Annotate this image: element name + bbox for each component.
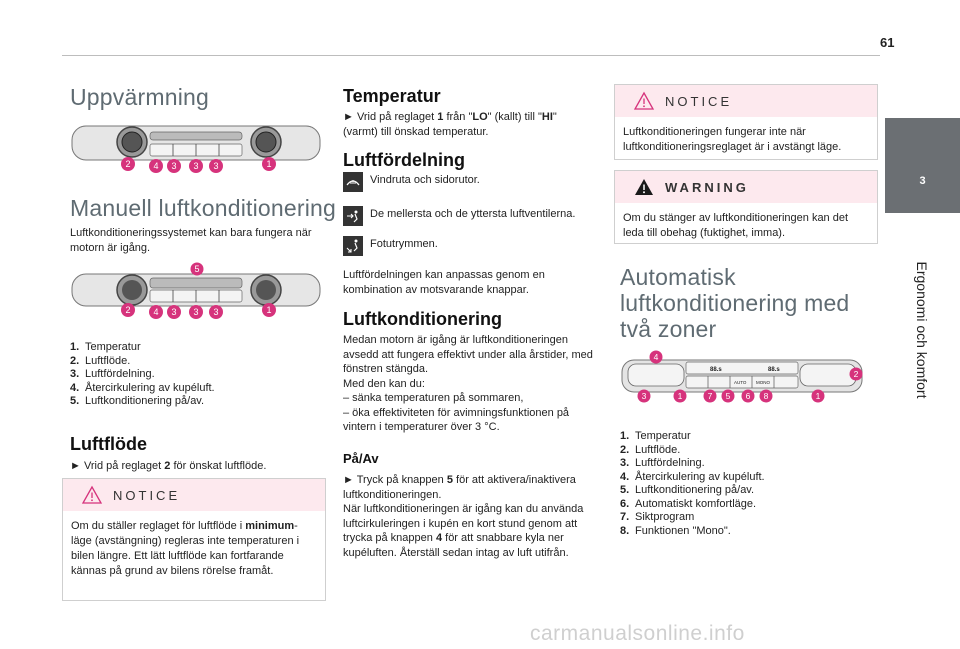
svg-text:2: 2 [853, 369, 859, 379]
list-item: 1. Temperatur [70, 341, 141, 353]
warning-header [615, 171, 877, 203]
ac-description [343, 333, 598, 435]
page-number: 61 [880, 35, 895, 50]
list-item: 2. Luftflöde. [70, 354, 131, 367]
heading-heating: Uppvärmning [70, 84, 209, 110]
svg-text:2: 2 [125, 159, 131, 169]
svg-text:3: 3 [641, 391, 647, 401]
notice-text: Om du ställer reglaget för luftflöde i minimum-läge (avstängning) regleras inte temperaturen i bilen längre. Ett lätt luftflöde kan fortfarande kännas på grund av bilens rörelse framåt. [71, 520, 300, 577]
svg-text:1: 1 [266, 305, 272, 315]
svg-text:6: 6 [745, 391, 751, 401]
notice-box-airflow [62, 478, 326, 601]
list-item: 6. Automatiskt komfortläge. [620, 497, 757, 510]
list-item: 5. Luftkonditionering på/av. [70, 395, 205, 407]
notice-text: Luftkonditioneringen fungerar inte när luftkonditioneringsreglaget är i avstängt läge. [623, 126, 842, 153]
heading-airflow: Luftflöde [70, 434, 147, 454]
svg-text:3: 3 [171, 161, 177, 171]
svg-text:3: 3 [213, 307, 219, 317]
notice-label: NOTICE [113, 488, 181, 503]
notice-body [615, 117, 877, 162]
airflow-instruction: ► Vrid på reglaget 2 för önskat luftflöde. [70, 460, 267, 472]
svg-text:1: 1 [815, 391, 821, 401]
svg-text:3: 3 [171, 307, 177, 317]
warning-body [615, 203, 877, 248]
heading-air-distribution: Luftfördelning [343, 150, 465, 170]
notice-triangle-icon [81, 485, 103, 505]
svg-text:88.s: 88.s [768, 367, 780, 373]
list-item: 8. Funktionen "Mono". [620, 524, 731, 537]
svg-text:2: 2 [125, 305, 131, 315]
distribution-text: Fotutrymmen. [370, 238, 438, 250]
list-item: 4. Återcirkulering av kupéluft. [70, 381, 215, 394]
svg-text:4: 4 [153, 307, 159, 317]
notice-box-ac [614, 84, 878, 160]
svg-text:7: 7 [707, 391, 713, 401]
notice-body [63, 511, 325, 587]
distribution-text: De mellersta och de yttersta luftventilerna. [370, 208, 576, 220]
distribution-text: Vindruta och sidorutor. [370, 174, 480, 186]
list-item: 3. Luftfördelning. [70, 368, 155, 380]
list-item: 2. Luftflöde. [620, 443, 681, 456]
manual-intro: Luftkonditioneringssystemet kan bara fungera när motorn är igång. [70, 227, 312, 254]
ac-bullet: – sänka temperaturen på sommaren, [343, 392, 524, 404]
chapter-tab [885, 118, 960, 213]
manual-ac-legend [70, 341, 320, 409]
chapter-label: Ergonomi och komfort [914, 261, 930, 399]
list-item: 1. Temperatur [620, 430, 691, 442]
ac-bullet: – öka effektiviteten för avimningsfunktionen på vintern i temperaturer över 3 °C. [343, 406, 570, 433]
on-off-note: När luftkonditioneringen är igång kan du använda luftcirkuleringen i kupén en kort stund genom att trycka på knappen 4 för att snabbare kyla ner kupéluften. Återställ sedan intag av luft utifrån. [343, 503, 584, 559]
svg-text:88.s: 88.s [710, 367, 722, 373]
face-vent-icon [343, 206, 363, 226]
warning-label: WARNING [665, 180, 749, 195]
heading-manual-ac: Manuell luftkonditionering [70, 195, 337, 221]
warning-box [614, 170, 878, 244]
notice-header [63, 479, 325, 511]
distribution-note: Luftfördelningen kan anpassas genom en kombination av motsvarande knappar. [343, 269, 545, 296]
chapter-number: 3 [919, 175, 926, 187]
warning-text: Om du stänger av luftkonditioneringen kan det leda till obehag (fuktighet, imma). [623, 212, 849, 239]
heading-on-off: På/Av [343, 451, 379, 466]
watermark: carmanualsonline.info [530, 622, 745, 645]
svg-text:MONO: MONO [756, 380, 770, 385]
ac-text: Medan motorn är igång är luftkonditioneringen avsedd att fungera effektivt under alla årstider, med fönstren stängda. [343, 334, 593, 375]
svg-text:1: 1 [677, 391, 683, 401]
svg-text:5: 5 [725, 391, 731, 401]
figure-dual-zone-panel [620, 350, 872, 406]
svg-text:3: 3 [193, 307, 199, 317]
svg-text:AUTO: AUTO [734, 380, 747, 385]
svg-text:4: 4 [653, 352, 659, 362]
on-off-instruction: ► Tryck på knappen 5 för att aktivera/inaktivera luftkonditioneringen. [343, 474, 576, 501]
windscreen-icon [343, 172, 363, 192]
ac-can: Med den kan du: [343, 377, 425, 390]
list-item: 4. Återcirkulering av kupéluft. [620, 470, 765, 483]
list-item: 3. Luftfördelning. [620, 457, 705, 469]
heading-auto-ac: Automatisk luftkonditionering med två zoner [620, 264, 850, 342]
svg-text:8: 8 [763, 391, 769, 401]
heading-ac: Luftkonditionering [343, 309, 502, 329]
temperature-instruction: ► Vrid på reglaget 1 från "LO" (kallt) till "HI" (varmt) till önskad temperatur. [343, 111, 557, 138]
dual-zone-legend [620, 430, 876, 538]
figure-heating-panel [70, 118, 322, 180]
warning-triangle-icon [633, 177, 655, 197]
on-off-description [343, 473, 601, 560]
notice-label: NOTICE [665, 94, 733, 109]
header-rule [62, 55, 880, 56]
list-item: 7. Siktprogram [620, 511, 695, 523]
heading-temperature: Temperatur [343, 86, 441, 106]
svg-text:1: 1 [266, 159, 272, 169]
figure-manual-ac-panel [70, 262, 322, 322]
notice-triangle-icon [633, 91, 655, 111]
svg-text:3: 3 [213, 161, 219, 171]
svg-text:5: 5 [194, 264, 200, 274]
notice-header [615, 85, 877, 117]
svg-text:4: 4 [153, 161, 159, 171]
list-item: 5. Luftkonditionering på/av. [620, 484, 755, 496]
svg-text:3: 3 [193, 161, 199, 171]
footwell-icon [343, 236, 363, 256]
